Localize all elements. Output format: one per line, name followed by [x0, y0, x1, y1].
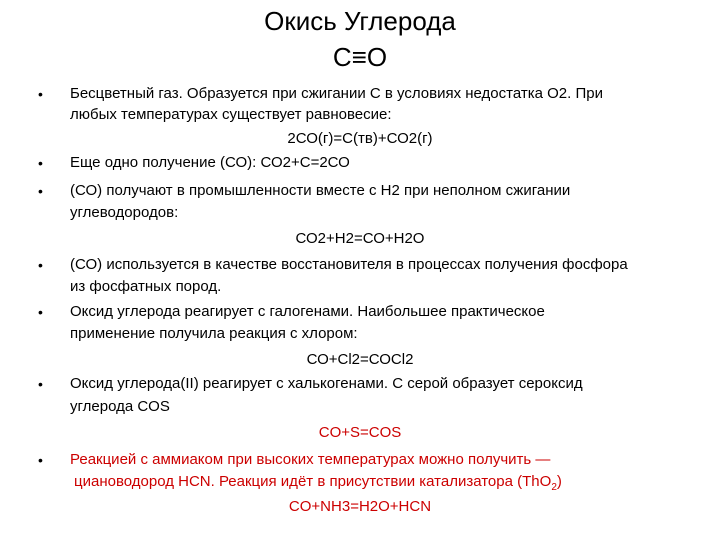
- item-5-equation: СО+Сl2=СОCl2: [306, 351, 414, 368]
- item-4-line-2: из фосфатных пород.: [70, 278, 222, 295]
- item-6-equation: CO+S=COS: [318, 424, 402, 441]
- slide-formula: С≡О: [332, 42, 388, 72]
- item-1-line-2: любых температурах существует равновесие:: [70, 106, 392, 123]
- bullet-icon: •: [38, 376, 43, 392]
- item-6-line-2: углерода COS: [70, 398, 170, 415]
- item-5-line-2: применение получила реакция с хлором:: [70, 325, 358, 342]
- bullet-icon: •: [38, 86, 43, 102]
- bullet-icon: •: [38, 452, 43, 468]
- item-4-line-1: (СО) используется в качестве восстановителя в процессах получения фосфора: [70, 256, 628, 273]
- item-1-equation: 2СО(г)=С(тв)+СО2(г): [287, 130, 433, 147]
- item-2-line-1: Еще одно получение (СО): СО2+С=2СО: [70, 154, 350, 171]
- item-3-equation: СО2+Н2=СО+Н2О: [295, 230, 425, 247]
- item-7-equation: CO+NH3=H2O+HCN: [288, 498, 432, 515]
- bullet-icon: •: [38, 183, 43, 199]
- item-6-line-1: Оксид углерода(II) реагирует с халькогенами. С серой образует сероксид: [70, 375, 583, 392]
- item-5-line-1: Оксид углерода реагирует с галогенами. Наибольшее практическое: [70, 303, 545, 320]
- item-3-line-2: углеводородов:: [70, 204, 179, 221]
- bullet-icon: •: [38, 155, 43, 171]
- item-7-line-2-text: циановодород HCN. Реакция идёт в присутствии катализатора (ThO: [74, 473, 552, 490]
- bullet-icon: •: [38, 304, 43, 320]
- item-7-subscript: 2: [551, 482, 557, 493]
- item-7-line-2-close: ): [556, 473, 562, 490]
- slide-title: Окись Углерода: [264, 6, 456, 36]
- bullet-icon: •: [38, 257, 43, 273]
- item-1-line-1: Бесцветный газ. Образуется при сжигании С в условиях недостатка О2. При: [70, 85, 603, 102]
- item-7-line-2: [74, 472, 562, 492]
- item-7-line-1: Реакцией с аммиаком при высоких температурах можно получить —: [70, 451, 551, 468]
- item-3-line-1: (СО) получают в промышленности вместе с Н2 при неполном сжигании: [70, 182, 571, 199]
